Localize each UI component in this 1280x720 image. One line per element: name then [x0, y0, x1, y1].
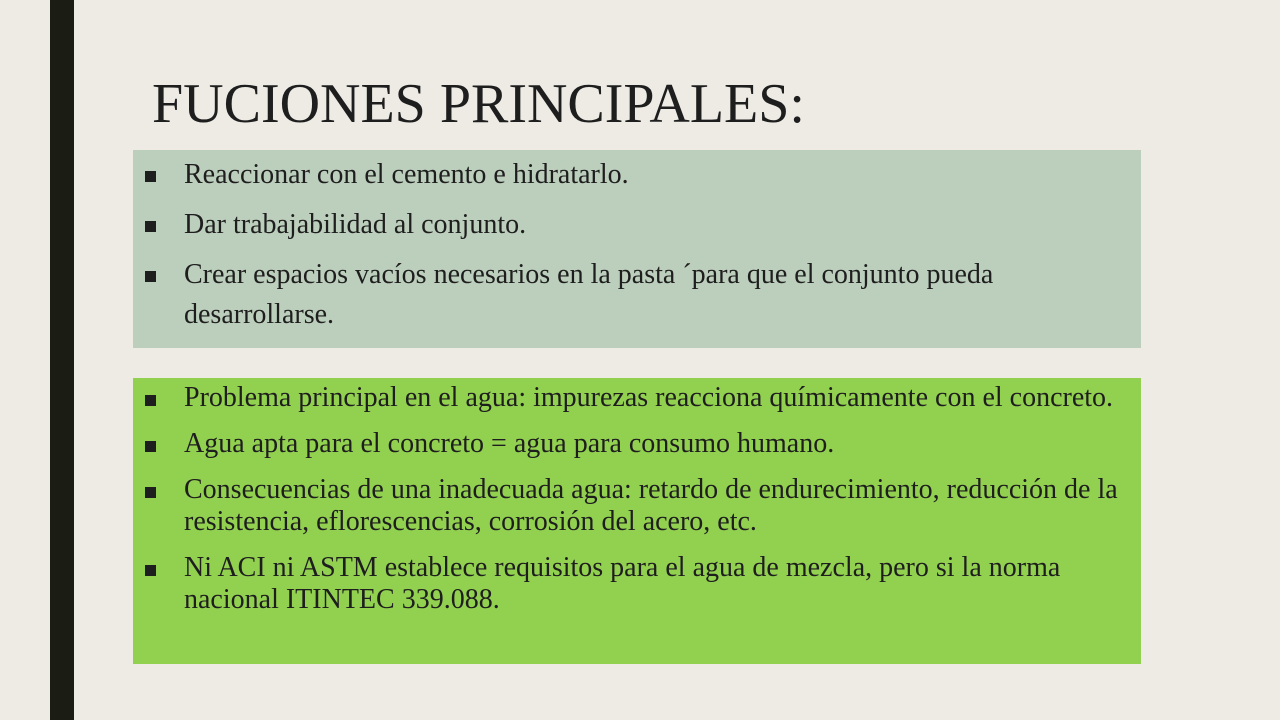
square-bullet-icon	[145, 441, 156, 452]
list-item-text: Dar trabajabilidad al conjunto.	[184, 209, 527, 240]
list-item-text: Consecuencias de una inadecuada agua: retardo de endurecimiento, reducción de la resistencia, eflorescencias, corrosión del acero, etc.	[184, 474, 1118, 537]
list-item-text: Problema principal en el agua: impurezas reacciona químicamente con el concreto.	[184, 382, 1114, 413]
square-bullet-icon	[145, 171, 156, 182]
list-item	[145, 158, 1121, 191]
square-bullet-icon	[145, 565, 156, 576]
problems-list	[145, 382, 1121, 616]
square-bullet-icon	[145, 487, 156, 498]
list-item-text: Reaccionar con el cemento e hidratarlo.	[184, 159, 629, 190]
list-item	[145, 255, 1121, 335]
square-bullet-icon	[145, 271, 156, 282]
square-bullet-icon	[145, 395, 156, 406]
square-bullet-icon	[145, 221, 156, 232]
list-item	[145, 208, 1121, 241]
list-item-text: Crear espacios vacíos necesarios en la pasta ´para que el conjunto pueda desarrollarse.	[184, 259, 994, 330]
functions-box	[133, 150, 1141, 348]
problems-box	[133, 378, 1141, 664]
list-item	[145, 428, 1121, 460]
list-item	[145, 552, 1121, 616]
list-item-text: Agua apta para el concreto = agua para consumo humano.	[184, 428, 835, 459]
accent-side-bar	[50, 0, 74, 720]
list-item	[145, 474, 1121, 538]
list-item-text: Ni ACI ni ASTM establece requisitos para el agua de mezcla, pero si la norma nacional ITINTEC 339.088.	[184, 552, 1061, 615]
functions-list	[145, 158, 1121, 335]
list-item	[145, 382, 1121, 414]
slide-title: FUCIONES PRINCIPALES:	[152, 73, 805, 135]
